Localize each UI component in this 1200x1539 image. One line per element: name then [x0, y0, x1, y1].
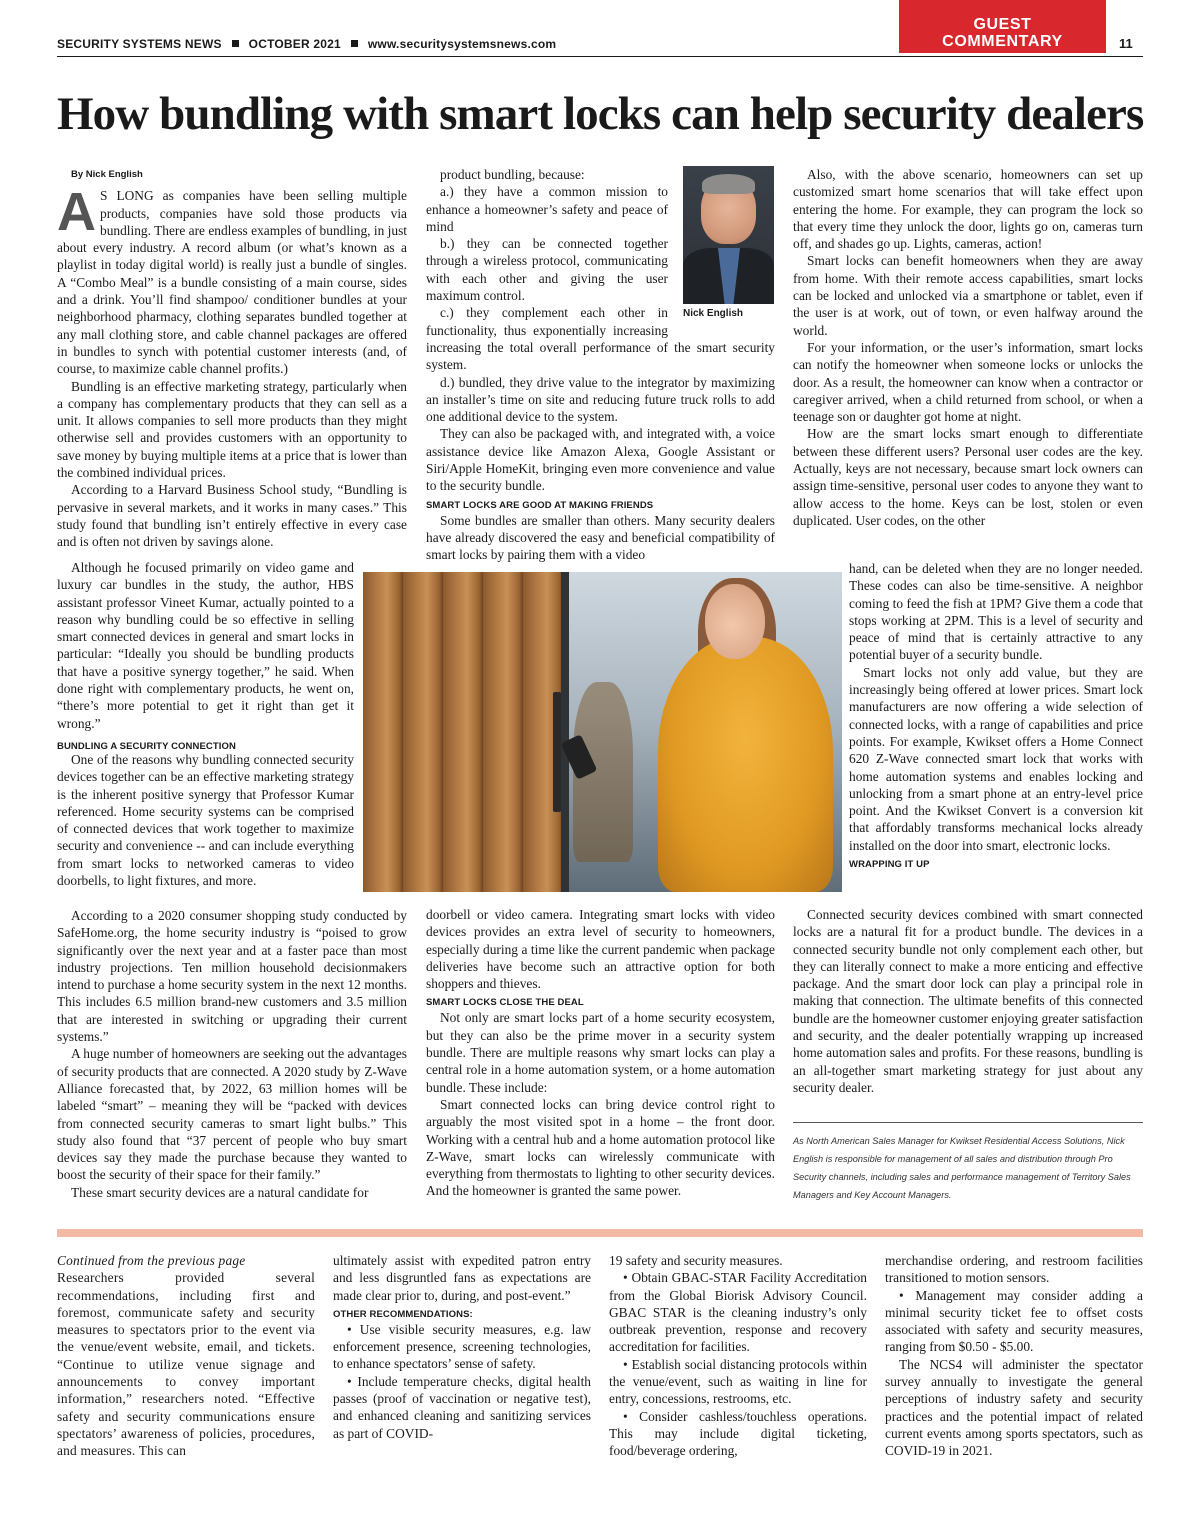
- paragraph: They can also be packaged with, and integrated with, a voice assistance device like Amazon Alexa, Google Assistant or Siri/Apple HomeKit, bringing even more convenience and value to the security bundle.: [426, 426, 775, 494]
- article-column-1-narrow: [57, 559, 354, 732]
- section-label-line2: COMMENTARY: [942, 33, 1063, 50]
- header-rule: [57, 56, 1143, 57]
- paragraph: A huge number of homeowners are seeking out the advantages of security products that are connected. A 2020 study by Z-Wave Alliance forecasted that, by 2022, 63 million homes will be labeled “smart” – meaning they will be “packed with devices from connected security cameras to smart light bulbs.” This study also found that “37 percent of people who buy smart devices say they made the purchase because they wanted to boost the security of their space for their family.”: [57, 1046, 407, 1183]
- section-divider: [57, 1229, 1143, 1237]
- article-column-1-lower-narrow: [57, 751, 354, 889]
- page-number: 11: [1119, 36, 1133, 51]
- bio-rule: [793, 1122, 1143, 1123]
- paragraph: ultimately assist with expedited patron entry and less disgruntled fans as expectations are made clear prior to, during, and post-event.”: [333, 1253, 591, 1303]
- article-headline: How bundling with smart locks can help security dealers: [57, 88, 1144, 140]
- article-column-1-bottom: [57, 907, 407, 1201]
- author-bio: As North American Sales Manager for Kwikset Residential Access Solutions, Nick English is responsible for management of all sales and distribution through Pro Security channels, including sales and performance management of Territory Sales Managers and Key Account Managers.: [793, 1136, 1131, 1200]
- continued-column-3: [609, 1252, 867, 1460]
- article-column-2-lead: [426, 166, 668, 338]
- article-column-3-top: [793, 166, 1143, 529]
- paragraph: A S LONG as companies have been selling multiple products, companies have sold those products via bundling. There are endless examples of bundling, in just about every industry. A record album (or what’s known as a playlist in today digital world) is really just a bundle of singles. A “Combo Meal” is a bundle consisting of a main course, sides and a drink. You’ll find shampoo/ conditioner bundles at your neighborhood pharmacy, clothing separates bundled together at any mall clothing store, and cable channel packages are offered in bundles to synch with potential customer interests (and, of course, to maximize cable channel profits.): [57, 182, 407, 377]
- article-column-3-narrow: [849, 560, 1143, 871]
- separator-square: [232, 40, 239, 47]
- separator-square: [351, 40, 358, 47]
- paragraph: Smart locks not only add value, but they are increasingly being offered at lower prices. Smart lock manufacturers are now offering a wide selection of connected locks, with a range of capabilities and price points. For example, Kwikset offers a Home Connect 620 Z-Wave connected smart lock that works with home automation systems and enables locking and unlocking from a smart phone at an entry-level price point. And the Kwikset Convert is a conversion kit that affordably transforms mechanical locks already installed on the door into smart, electronic locks.: [849, 664, 1143, 853]
- article-column-2-bottom: [426, 906, 775, 1200]
- paragraph: doorbell or video camera. Integrating smart locks with video devices provides an extra level of security to homeowners, especially during a time like the current pandemic when package deliveries have become such an attractive option for both shoppers and thieves.: [426, 907, 775, 992]
- section-label: [899, 0, 1106, 53]
- list-item: • Include temperature checks, digital health passes (proof of vaccination or negative test), and enhanced cleaning and sanitizing services as part of COVID-: [333, 1373, 591, 1441]
- paragraph: 19 safety and security measures.: [609, 1253, 783, 1268]
- portrait-caption: Nick English: [683, 308, 744, 319]
- paragraph: For your information, or the user’s information, smart locks can notify the homeowner when someone locks or unlocks the door. As a result, the homeowner can know when a contractor or caregiver arrived, when a child returned from school, or when a teenage son or daughter got home at night.: [793, 339, 1143, 425]
- author-portrait: [683, 166, 774, 304]
- continued-label: Continued from the previous page: [57, 1253, 246, 1268]
- subhead: BUNDLING A SECURITY CONNECTION: [57, 741, 236, 752]
- smart-lock-photo: [363, 572, 842, 892]
- paragraph: Smart connected locks can bring device control right to arguably the most visited spot in a home – the front door. Working with a central hub and a home automation protocol like Z-Wave, smart locks can wirelessly communicate with everything from thermostats to lighting to other security devices. And the homeowner is granted the same power.: [426, 1096, 775, 1199]
- paragraph: Some bundles are smaller than others. Many security dealers have already discovered the easy and beneficial compatibility of smart locks by pairing them with a video: [426, 512, 775, 563]
- subhead: OTHER RECOMMENDATIONS:: [333, 1308, 473, 1320]
- paragraph: How are the smart locks smart enough to differentiate between these different users? Personal user codes are the key. Actually, keys are not necessary, because smart lock owners can assign time-sensitive, personal user codes to anyone they want to allow access to the home. Keys can be lost, stolen or even duplicated. User codes, on the other: [793, 426, 1143, 528]
- subhead: WRAPPING IT UP: [849, 859, 930, 871]
- paragraph: Bundling is an effective marketing strategy, particularly when a company has complementary products that they can sell as a unit. It allows companies to sell more products than they might otherwise sell and provides customers with an opportunity to save money by buying multiple items at a price that is lower than the combined individual prices.: [57, 378, 407, 481]
- paragraph: According to a 2020 consumer shopping study conducted by SafeHome.org, the home security industry is “poised to grow significantly over the next year and at a faster pace than most industry projections. Ten million household decisionmakers intend to purchase a home security system in the next 12 months. This includes 6.5 million brand-new customers and 3.5 million that are interested in switching or upgrading their current systems.”: [57, 908, 407, 1045]
- website-link[interactable]: www.securitysystemsnews.com: [367, 37, 557, 51]
- paragraph: merchandise ordering, and restroom facilities transitioned to motion sensors.: [885, 1253, 1143, 1286]
- paragraph: Smart locks can benefit homeowners when they are away from home. With their remote access capabilities, smart locks can be locked and unlocked via a smartphone or tablet, even if the user is at work, out of town, or even halfway around the world.: [793, 253, 1143, 338]
- article-column-2-full: [426, 339, 775, 564]
- continued-column-4: [885, 1252, 1143, 1460]
- article-column-1: [57, 166, 407, 551]
- article-column-3-bottom: [793, 906, 1143, 1096]
- list-item: • Establish social distancing protocols within the venue/event, such as waiting in line for entry, concessions, restrooms, etc.: [609, 1356, 867, 1407]
- paragraph: hand, can be deleted when they are no longer needed. These codes can also be time-sensitive. A neighbor coming to feed the fish at 1PM? Give them a code that stops working at 2PM. This is a level of security and peace of mind that is certainly attractive to any potential buyer of a security bundle.: [849, 561, 1143, 663]
- paragraph: These smart security devices are a natural candidate for: [71, 1184, 369, 1200]
- subhead: SMART LOCKS CLOSE THE DEAL: [426, 997, 584, 1009]
- continued-column-1: [57, 1252, 315, 1460]
- publication-name: SECURITY SYSTEMS NEWS: [57, 37, 222, 51]
- paragraph: increasing the total overall performance of the smart security system.: [426, 340, 775, 373]
- paragraph: Researchers provided several recommendations, including first and foremost, communicate safety and security measures to spectators prior to the event via the venue/event website, email, and tickets. “Continue to utilize venue signage and announcements to convey important information,” researchers noted. “Effective safety and security communications ensure spectators’ awareness of policies, procedures, and measures. This can: [57, 1270, 315, 1459]
- paragraph: One of the reasons why bundling connected security devices together can be an effective marketing strategy is the inherent positive synergy that Professor Kumar referenced. Home security systems can be comprised of connected devices that work together to maximize security and convenience -- and can include everything from smart locks to networked cameras to video doorbells, to light fixtures, and more.: [57, 752, 354, 889]
- paragraph: product bundling, because:: [440, 167, 585, 182]
- list-item: d.) bundled, they drive value to the integrator by maximizing an installer’s time on site and reducing future truck rolls to add one additional device to the system.: [426, 374, 775, 425]
- subhead: SMART LOCKS ARE GOOD AT MAKING FRIENDS: [426, 499, 654, 511]
- masthead: [57, 37, 556, 51]
- list-item: c.) they complement each other in functionality, thus exponentially increasing: [426, 305, 668, 338]
- paragraph: The NCS4 will administer the spectator survey annually to investigate the general perceptions of industry safety and security practices and the potential impact of related current events among sports spectators, such as COVID-19 in 2021.: [885, 1356, 1143, 1459]
- section-label-line1: GUEST: [973, 16, 1032, 33]
- list-item: b.) they can be connected together through a wireless protocol, communicating with each other and giving the user maximum control.: [426, 236, 668, 304]
- list-item: a.) they have a common mission to enhance a homeowner’s safety and peace of mind: [426, 184, 668, 234]
- issue-date: OCTOBER 2021: [248, 37, 341, 51]
- paragraph: Connected security devices combined with smart connected locks are a natural fit for a product bundle. The devices in a connected security bundle not only complement each other, but they can literally connect to make a more enticing and effective package. And the smart door lock can play a principal role in making that connection. The ultimate benefits of this connected bundle are the homeowner customer enjoying greater satisfaction and security, and the dealer potentially wrapping up increased home automation sales and profits. For these reasons, bundling is an all-together smart marketing strategy for just about any security dealer.: [793, 907, 1143, 1095]
- list-item: • Use visible security measures, e.g. law enforcement presence, screening technologies, to enhance spectators’ sense of safety.: [333, 1321, 591, 1372]
- list-item: • Consider cashless/touchless operations. This may include digital ticketing, food/beverage ordering,: [609, 1408, 867, 1459]
- continued-column-2: [333, 1252, 591, 1442]
- list-item: • Obtain GBAC-STAR Facility Accreditation from the Global Biorisk Advisory Council. GBAC STAR is the cleaning industry’s only outbreak prevention, response and recovery accreditation for facilities.: [609, 1270, 867, 1355]
- paragraph: Also, with the above scenario, homeowners can set up customized smart home scenarios that will take effect upon entering the home. For example, they can program the lock so that every time they unlock the door, lights go on, cameras turn off, and shades go up. Lights, cameras, action!: [793, 167, 1143, 252]
- paragraph: Not only are smart locks part of a home security ecosystem, but they can also be the prime mover in a security system bundle. There are multiple reasons why smart locks can play a central role in a home automation system, or a home automation bundle. These include:: [426, 1010, 775, 1095]
- drop-cap: A: [57, 182, 96, 243]
- byline: By Nick English: [71, 169, 143, 180]
- paragraph: According to a Harvard Business School study, “Bundling is pervasive in several markets, and it works in many cases.” This study found that bundling isn’t entirely effective in every case and is often not driven by savings alone.: [57, 482, 407, 550]
- list-item: • Management may consider adding a minimal security ticket fee to offset costs associated with safety and security measures, ranging from $0.50 - $5.00.: [885, 1287, 1143, 1355]
- paragraph: Although he focused primarily on video game and luxury car bundles in the study, the author, HBS assistant professor Vineet Kumar, actually pointed to a reason why bundling could be so effective in selling smart connected devices in general and smart locks in particular: “Ideally you should be bundling products that have a positive synergy together,” he said. When done right with complementary products, he went on, “there’s more potential to get it right than get it wrong.”: [57, 560, 354, 731]
